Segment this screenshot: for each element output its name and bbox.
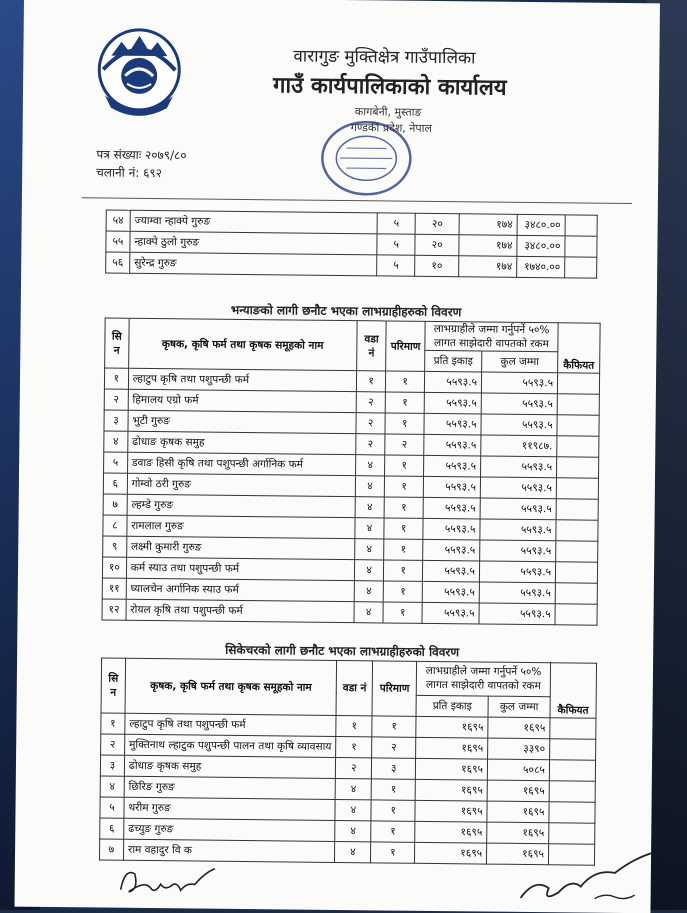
cell-remarks <box>556 520 598 541</box>
cell-ward: ४ <box>355 497 385 518</box>
cell-remarks <box>557 436 599 457</box>
col-unit: प्रति इकाइ <box>416 695 488 717</box>
document-page <box>14 0 659 913</box>
table-row <box>106 252 597 278</box>
cell-total: ५५९३.५ <box>480 519 556 541</box>
cell-ward: १ <box>336 715 372 736</box>
cell-qty: १ <box>371 779 415 800</box>
cell-unit: ५५९३.५ <box>423 476 480 498</box>
col-name: कृषक, कृषि फर्म तथा कृषक समूहको नाम <box>128 318 356 370</box>
dispatch-number: चलानी नं: ६९२ <box>96 165 162 181</box>
cell-ward: ४ <box>354 539 384 560</box>
cell-ward: ४ <box>354 602 384 623</box>
cell-name: डवाङ हिसी कृषि तथा पशुपन्छी अर्गानिक फर्म <box>127 452 355 475</box>
cell-sn: ५४ <box>106 210 130 231</box>
cell-unit: १६९५ <box>415 842 487 864</box>
cell-remarks <box>549 802 595 823</box>
signature-left-icon <box>115 860 225 905</box>
cell-ward: ४ <box>354 581 384 602</box>
cell-sn: ३ <box>100 755 124 776</box>
cell-total: ५५९३.५ <box>480 498 556 520</box>
cell-sn: ६ <box>100 818 124 839</box>
signature-right-icon <box>515 848 656 909</box>
cell-remarks <box>557 394 599 415</box>
col-sn: सि न <box>101 658 126 713</box>
cell-total: ५५९३.५ <box>479 561 555 583</box>
cell-sn: १० <box>102 557 126 578</box>
cell-ward: ५ <box>377 234 415 255</box>
cell-name: रोयल कृषि तथा पशुपन्छी फर्म <box>126 599 354 622</box>
cell-qty: १ <box>385 413 424 434</box>
cell-unit: ५५९३.५ <box>422 581 479 603</box>
cell-qty: १ <box>386 392 425 413</box>
cell-unit: १६९५ <box>415 821 487 843</box>
cell-qty: १ <box>385 476 424 497</box>
cell-remarks <box>549 823 595 844</box>
cell-sn: १ <box>101 713 125 734</box>
cell-ward: २ <box>356 413 386 434</box>
col-qty: परिमाण <box>386 321 425 371</box>
cell-sn: १ <box>104 368 128 389</box>
cell-ward: २ <box>356 392 386 413</box>
cell-qty: ३ <box>372 758 416 779</box>
cell-unit: ५५९३.५ <box>424 413 481 435</box>
cell-total: ३४८०.०० <box>517 214 565 236</box>
cell-total: ५५९३.५ <box>480 477 556 499</box>
cell-total: ५५९३.५ <box>479 582 555 604</box>
col-remarks: कैफियत <box>550 663 597 718</box>
cell-name: घ्यालचेन अर्गानिक स्याउ फर्म <box>126 578 354 601</box>
cell-total: १७४०.०० <box>517 256 565 278</box>
cell-unit: १७४ <box>459 214 517 236</box>
cell-total: १६९५ <box>487 822 549 844</box>
beneficiary-table-2 <box>99 658 597 866</box>
cell-ward: ५ <box>377 255 415 276</box>
cell-unit: १६९५ <box>415 800 487 822</box>
cell-name: छिरिङ गुरुङ <box>124 776 336 799</box>
cell-qty: २० <box>415 234 459 255</box>
address-line-1: कागबेनी, मुस्ताङ <box>354 105 422 119</box>
cell-unit: ५५९३.५ <box>424 434 481 456</box>
cell-name: मुक्तिनाथ ल्हाटुक पशुपन्छी पालन तथा कृषि व्यावसाय <box>125 734 337 757</box>
cell-total: ५५९३.५ <box>479 603 555 625</box>
cell-sn: ६ <box>103 473 127 494</box>
beneficiary-table-1 <box>101 318 600 626</box>
col-unit: प्रति इकाइ <box>425 350 482 372</box>
cell-sn: १२ <box>102 599 126 620</box>
continuation-table <box>105 210 598 279</box>
cell-ward: ५ <box>377 213 415 234</box>
cell-name: गोम्वो ठरी गुरुङ <box>127 473 355 496</box>
cell-qty: २ <box>372 737 416 758</box>
cell-name: ल्हाटुप कृषि तथा पशुपन्छी फर्म <box>125 713 337 736</box>
cell-total: १६९५ <box>487 843 549 865</box>
cell-total: ५५९३.५ <box>481 372 557 394</box>
cell-qty: १ <box>386 371 425 392</box>
cell-qty: १ <box>372 716 416 737</box>
cell-name: ढच्युङ गुरुङ <box>124 818 336 841</box>
cell-remarks <box>549 781 595 802</box>
cell-sn: ३ <box>104 410 128 431</box>
cell-sn: ५ <box>100 797 124 818</box>
cell-sn: २ <box>101 734 125 755</box>
cell-total: ५५९३.५ <box>481 456 557 478</box>
cell-total: ३३९० <box>488 738 550 760</box>
cell-name: रामलाल गुरुङ <box>127 515 355 538</box>
cell-qty: १ <box>384 497 423 518</box>
cell-sn: ४ <box>104 431 128 452</box>
cell-total: ५५९३.५ <box>481 414 557 436</box>
cell-name: सुरेन्द्र गुरुङ <box>130 252 378 276</box>
cell-sn: ४ <box>100 776 124 797</box>
cell-remarks <box>556 478 598 499</box>
cell-sn: ७ <box>103 494 127 515</box>
cell-remarks <box>557 415 599 436</box>
cell-qty: १ <box>383 602 422 623</box>
col-total: कुल जम्मा <box>488 696 550 718</box>
cell-name: न्हाक्पे ठुलो गुरुङ <box>130 231 378 255</box>
cell-ward: २ <box>336 757 372 778</box>
cell-unit: १७४ <box>459 235 517 257</box>
cell-ward: ४ <box>355 476 385 497</box>
cell-unit: ५५९३.५ <box>424 392 481 414</box>
cell-sn: ७ <box>99 839 123 860</box>
cell-qty: १ <box>385 455 424 476</box>
cell-unit: ५५९३.५ <box>423 497 480 519</box>
cell-qty: १० <box>415 255 459 276</box>
col-total: कुल जम्मा <box>482 351 558 373</box>
reference-number: पत्र संख्याः २०७९/८० <box>96 147 187 163</box>
cell-ward: ४ <box>355 518 385 539</box>
cell-total: ५०८५ <box>487 759 549 781</box>
cell-unit: १६९५ <box>415 779 487 801</box>
col-qty: परिमाण <box>372 661 417 716</box>
cell-name: लक्ष्मी कुमारी गुरुङ <box>126 536 354 559</box>
cell-unit: ५५९३.५ <box>422 560 479 582</box>
cell-ward: ४ <box>335 778 371 799</box>
cell-qty: २० <box>415 213 459 234</box>
cell-remarks <box>556 499 598 520</box>
cell-name: ढोधाङ कृषक समुह <box>128 431 356 454</box>
cell-remarks <box>555 604 597 625</box>
cell-unit: ५५९३.५ <box>423 518 480 540</box>
cell-ward: १ <box>336 736 372 757</box>
cell-total: १६९५ <box>488 717 550 739</box>
office-stamp-icon <box>318 118 415 199</box>
cell-unit: १६९५ <box>416 716 488 738</box>
cell-total: १६९५ <box>487 780 549 802</box>
col-sn: सि न <box>105 318 129 368</box>
table1-caption: भन्याङको लागी छनौट भएका लाभग्राहीहरुको विवरण <box>230 302 462 320</box>
col-remarks: कैफियत <box>558 323 600 373</box>
cell-total: ५५९३.५ <box>481 393 557 415</box>
cell-remarks <box>565 236 597 257</box>
cell-name: राम वहादुर वि क <box>123 839 335 862</box>
cell-unit: १७४ <box>459 256 517 278</box>
cell-qty: १ <box>371 821 415 842</box>
cell-remarks <box>549 760 595 781</box>
cell-ward: १ <box>356 371 386 392</box>
cell-ward: ४ <box>335 841 371 862</box>
cell-remarks <box>550 739 596 760</box>
cell-total: १६९५ <box>487 801 549 823</box>
col-name: कृषक, कृषि फर्म तथा कृषक समूहको नाम <box>125 658 337 715</box>
cell-sn: ५ <box>104 452 128 473</box>
cell-sn: ११ <box>102 578 126 599</box>
cell-sn: ८ <box>103 515 127 536</box>
col-ward: वडा नं <box>356 321 386 371</box>
cell-unit: ५५९३.५ <box>422 602 479 624</box>
cell-name: कर्म स्याउ तथा पशुपन्छी फर्म <box>126 557 354 580</box>
cell-ward: ४ <box>335 799 371 820</box>
cell-remarks <box>556 541 598 562</box>
cell-total: ११९८७. <box>481 435 557 457</box>
cell-unit: १६९५ <box>416 737 488 759</box>
table-row <box>102 599 597 625</box>
col-ward: वडा नं <box>336 660 373 715</box>
cell-ward: ४ <box>354 560 384 581</box>
table2-caption: सिकेचरको लागी छनौट भएका लाभग्राहीहरुको विवरण <box>225 642 460 660</box>
cell-remarks <box>550 718 596 739</box>
cell-name: ल्हाटुप कृषि तथा पशुपन्छी फर्म <box>128 368 356 391</box>
col-share: लाभग्राहीले जम्मा गर्नुपर्ने ५०% लागत साझेदारी वापतको रकम <box>416 661 550 696</box>
cell-remarks <box>555 562 597 583</box>
cell-unit: ५५९३.५ <box>424 371 481 393</box>
cell-name: हिमालय एग्रो फर्म <box>128 389 356 412</box>
cell-name: ढोधाङ कृषक समुह <box>124 755 336 778</box>
cell-name: भुटी गुरुङ <box>128 410 356 433</box>
cell-qty: २ <box>385 434 424 455</box>
cell-qty: १ <box>371 800 415 821</box>
cell-total: ५५९३.५ <box>480 540 556 562</box>
address-line-2: गण्डकी प्रदेश, नेपाल <box>350 121 433 135</box>
cell-ward: ४ <box>355 455 385 476</box>
cell-qty: १ <box>384 581 423 602</box>
cell-name: ज्याम्वा न्हाक्पे गुरुङ <box>130 210 378 234</box>
cell-unit: १६९५ <box>416 758 488 780</box>
cell-ward: ४ <box>335 820 371 841</box>
cell-sn: ५५ <box>106 231 130 252</box>
cell-remarks <box>565 257 597 278</box>
office-name: गाउँ कार्यपालिकाको कार्यालय <box>272 73 507 101</box>
cell-name: थरीम गुरुङ <box>124 797 336 820</box>
cell-remarks <box>557 373 599 394</box>
cell-remarks <box>557 457 599 478</box>
cell-qty: १ <box>371 842 415 863</box>
col-share: लाभग्राहीले जम्मा गर्नुपर्ने ५०% लागत साझेदारी वापतको रकम <box>425 321 558 351</box>
header-divider <box>82 197 632 204</box>
cell-unit: ५५९३.५ <box>423 539 480 561</box>
cell-qty: १ <box>384 518 423 539</box>
cell-sn: २ <box>104 389 128 410</box>
cell-qty: १ <box>384 560 423 581</box>
cell-unit: ५५९३.५ <box>424 455 481 477</box>
cell-ward: २ <box>356 434 386 455</box>
cell-sn: ५६ <box>106 252 130 273</box>
cell-qty: १ <box>384 539 423 560</box>
cell-remarks <box>555 583 597 604</box>
cell-name: ल्हम्डे गुरुङ <box>127 494 355 517</box>
cell-remarks <box>565 215 597 236</box>
municipality-name: वारागुङ मुक्तिक्षेत्र गाउँपालिका <box>293 46 476 69</box>
cell-sn: ९ <box>103 536 127 557</box>
nepal-emblem-icon <box>95 25 184 118</box>
cell-total: ३४८०.०० <box>517 235 565 257</box>
